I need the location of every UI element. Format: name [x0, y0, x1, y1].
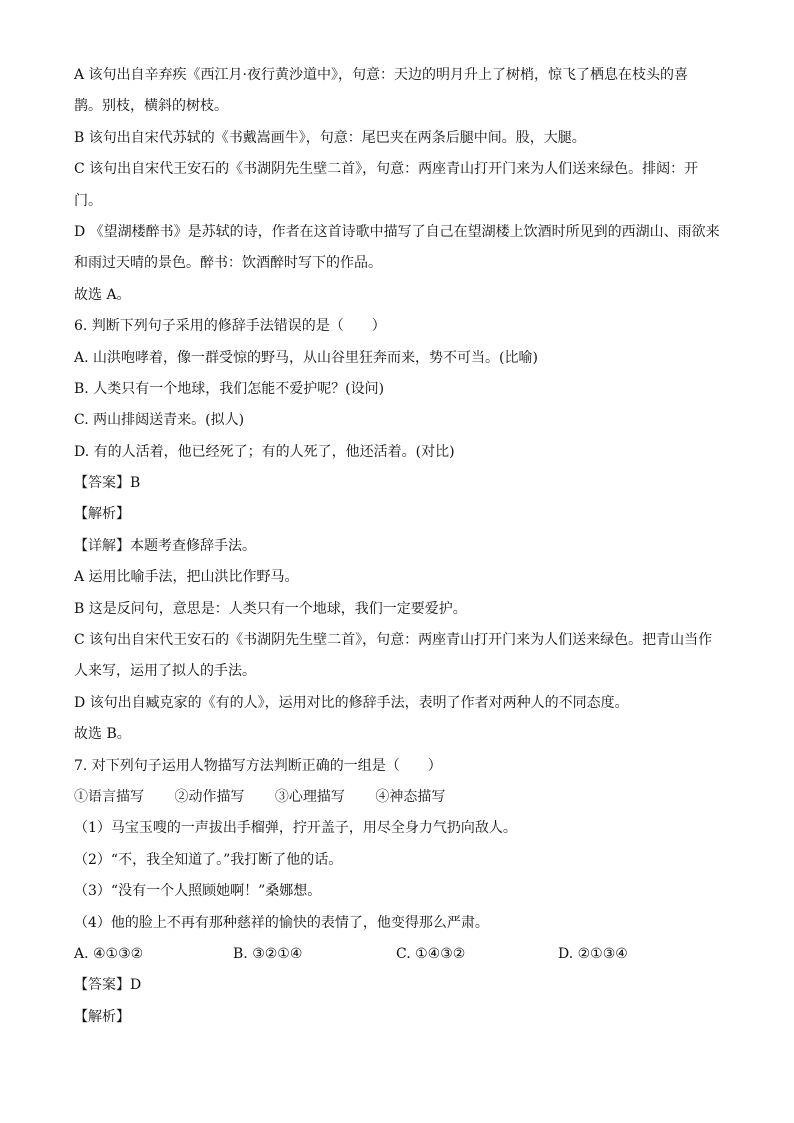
- question-stem: 7. 对下列句子运用人物描写方法判断正确的一组是（ ）: [74, 757, 442, 774]
- sentence-line: （4）他的脸上不再有那种慈祥的愉快的表情了，他变得那么严肃。: [74, 914, 489, 931]
- explain-line: C 该句出自宋代王安石的《书湖阴先生壁二首》，句意：两座青山打开门来为人们送来绿色。把青山当作: [74, 632, 713, 649]
- analysis-tag: 【解析】: [74, 1008, 130, 1025]
- answer-line: [74, 468, 724, 499]
- explain-line: 人来写，运用了拟人的手法。: [74, 663, 256, 680]
- text-line: 和雨过天晴的景色。醉书：饮酒醉时写下的作品。: [74, 255, 382, 272]
- conclusion-line: 故选 A。: [74, 286, 131, 303]
- choice-item: ②动作描写: [174, 788, 245, 805]
- choice-item: ④神态描写: [375, 788, 446, 805]
- document-page: [74, 60, 724, 1033]
- text-line: A 该句出自辛弃疾《西江月·夜行黄沙道中》，句意：天边的明月升上了树梢，惊飞了栖息在枝头的喜: [74, 67, 689, 83]
- answer-tag: 【答案】: [74, 475, 130, 492]
- option-b: B. ③②①④: [233, 945, 303, 962]
- choice-item: ③心理描写: [274, 788, 345, 805]
- option-c: C. 两山排闼送青来。(拟人): [74, 412, 245, 429]
- option-a: A. ④①③②: [74, 945, 144, 962]
- question-6: [74, 311, 724, 750]
- answer-tag: 【答案】: [74, 977, 130, 994]
- detail-line: [74, 531, 724, 562]
- detail-text: 本题考查修辞手法。: [130, 537, 256, 554]
- text-line: B 该句出自宋代苏轼的《书戴嵩画牛》，句意：尾巴夹在两条后腿中间。股，大腿。: [74, 129, 586, 146]
- option-d: D. ②①③④: [558, 945, 628, 962]
- explain-line: B 这是反问句，意思是：人类只有一个地球，我们一定要爱护。: [74, 600, 467, 617]
- option-c: C. ①④③②: [396, 945, 466, 962]
- option-b: B. 人类只有一个地球，我们怎能不爱护呢？(设问): [74, 380, 385, 397]
- question-stem: 6. 判断下列句子采用的修辞手法错误的是（ ）: [74, 318, 386, 335]
- explain-line: D 该句出自臧克家的《有的人》，运用对比的修辞手法，表明了作者对两种人的不同态度。: [74, 694, 629, 711]
- text-line: 鹊。别枝，横斜的树枝。: [74, 98, 228, 115]
- choice-item: ①语言描写: [74, 788, 144, 805]
- analysis-tag: 【解析】: [74, 506, 130, 523]
- answer-value: B: [130, 475, 141, 492]
- answer-line: [74, 970, 724, 1001]
- text-line: C 该句出自宋代王安石的《书湖阴先生壁二首》，句意：两座青山打开门来为人们送来绿色。排闼：开: [74, 161, 699, 178]
- text-line: 门。: [74, 192, 102, 209]
- sentence-line: （2）“不，我全知道了。”我打断了他的话。: [74, 851, 343, 868]
- conclusion-line: 故选 B。: [74, 726, 131, 743]
- explain-line: A 运用比喻手法，把山洪比作野马。: [74, 569, 299, 586]
- detail-tag: 【详解】: [74, 537, 130, 554]
- choice-list: [74, 782, 724, 813]
- text-line: D 《望湖楼醉书》是苏轼的诗，作者在这首诗歌中描写了自己在望湖楼上饮酒时所见到的西湖山、雨欲来: [74, 223, 720, 240]
- option-row: [74, 939, 724, 970]
- sentence-line: （3）“没有一个人照顾她啊！”桑娜想。: [74, 883, 322, 900]
- option-d: D. 有的人活着，他已经死了；有的人死了，他还活着。(对比): [74, 443, 455, 460]
- option-a: A. 山洪咆哮着，像一群受惊的野马，从山谷里狂奔而来，势不可当。(比喻): [74, 349, 538, 366]
- question-7: [74, 751, 724, 1034]
- sentence-line: （1）马宝玉嗖的一声拔出手榴弹，拧开盖子，用尽全身力气扔向敌人。: [74, 820, 517, 837]
- previous-question-explanation: [74, 60, 724, 311]
- answer-value: D: [130, 977, 142, 994]
